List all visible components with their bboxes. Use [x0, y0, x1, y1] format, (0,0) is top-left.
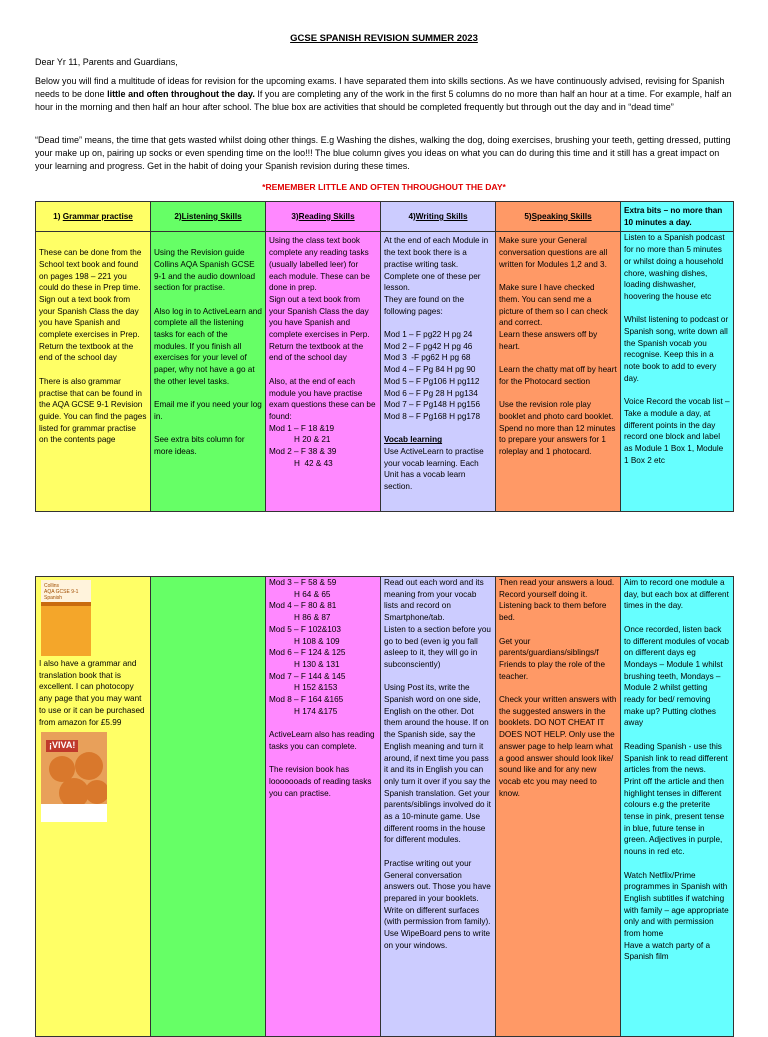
cell-line: Make sure I have checked them. You can send me a picture of them so I can check and correct. [499, 283, 611, 328]
cell-line [269, 753, 377, 765]
cell-line: Using the class text book complete any reading tasks (usually labelled leer) for each module. These can be done in prep. [269, 236, 373, 293]
cell-line: H 174 &175 [269, 706, 338, 716]
cell-line: Sign out a text book from your Spanish Class the day you have Spanish and complete exercises in Perp. Return the textbook at the end of the school day [269, 294, 372, 363]
cell-line: Read out each word and its meaning from your vocab lists and record on Smartphone/tab. [384, 578, 486, 623]
cell-writing [381, 232, 496, 512]
header-speaking: 5)Speaking Skills [496, 202, 621, 232]
cell-line: H 86 & 87 [269, 613, 331, 623]
cell-line [624, 729, 730, 741]
cell-line: H 130 & 131 [269, 659, 340, 669]
cell-listening-2 [151, 577, 266, 1037]
cell-line: Using Post its, write the Spanish word on one side, English on the other. Dot them around the house. If on the Spanish side, say the English meaning and turn it around, if next time you pass it and its in English you can only turn it over if you say the Spanish translation. Get your parents/siblings involved do it as a 10-minute game. Use different rooms in the house for different modules. [384, 683, 494, 845]
cell-line: Once recorded, listen back to different modules of vocab on different days eg Mondays – Module 1 whilst brushing teeth, Mondays – Module 2 whilst getting ready for bed/ removing make up? Putting clothes away [624, 624, 732, 728]
revision-table-top [35, 201, 734, 512]
cell-line: These can be done from the School text book and found on pages 198 – 221 you could do these in Prep time. Sign out a text book from your Spanish Class the day you have Spanish and complete exercises in Prep. Return the textbook at the end of the school day [39, 248, 144, 363]
cell-line: Mod 4 – F 80 & 81 [269, 601, 337, 611]
cell-line [499, 271, 617, 283]
cell-line: Mod 4 – F Pg 84 H pg 90 [384, 365, 476, 375]
cell-line: ActiveLearn also has reading tasks you can complete. [269, 730, 377, 751]
cell-line: Make sure your General conversation questions are all written for Modules 1,2 and 3. [499, 236, 610, 269]
cell-line [499, 388, 617, 400]
intro-paragraph [35, 75, 735, 114]
cell-line: Also log in to ActiveLearn and complete all the listening tasks for each of the modules. If you finish all exercises for your level of paper, why not have a go at the other level tasks. [154, 306, 265, 386]
cell-reading-2 [266, 577, 381, 1037]
cell-line: Learn the chatty mat off by heart for the Photocard section [499, 365, 620, 386]
cell-line: Get your parents/guardians/siblings/f [499, 636, 599, 658]
cell-line: See extra bits column for more ideas. [154, 435, 247, 456]
cell-line: Mod 5 – F Pg106 H pg112 [384, 376, 480, 386]
cell-line [384, 671, 492, 683]
cell-line [39, 235, 147, 247]
cell-line: Then read your answers a loud. Record yourself doing it. Listening back to them before bed. [499, 578, 617, 623]
vocab-learning-text: Use ActiveLearn to practise your vocab learning. Each Unit has a vocab learn section. [384, 447, 486, 492]
cell-line: Using the Revision guide Collins AQA Spanish GCSE 9-1 and the audio download section for practise. [154, 248, 258, 293]
cell-line [154, 388, 262, 400]
cell-line: Voice Record the vocab list – Take a module a day, at different points in the day record one block and label as Module 1 Box 1, Module 1 Box 2 etc [624, 397, 732, 465]
cell-line: Mod 5 – F 102&103 [269, 624, 341, 634]
cell-line: At the end of each Module in the text book there is a practise writing task. Complete one of these per lesson. [384, 236, 491, 293]
cell-line: Mod 2 – F 38 & 39 [269, 447, 337, 457]
cell-line: Email me if you need your log in. [154, 400, 265, 421]
cell-speaking-2 [496, 577, 621, 1037]
cell-line: Learn these answers off by heart. [499, 330, 600, 351]
cell-line: Mod 8 – F 164 &165 [269, 695, 344, 705]
cell-grammar-2 [36, 577, 151, 1037]
cell-line: H 152 &153 [269, 683, 338, 693]
cell-line: Mod 6 – F 124 & 125 [269, 648, 346, 658]
cell-line: Also, at the end of each module you have practise exam questions these can be found: [269, 376, 378, 421]
cell-line: Listen to a Spanish podcast for no more than 5 minutes or whilst doing a household chore, washing dishes, loading dishwasher, hoovering the house etc [624, 233, 727, 301]
cell-line: Practise writing out your General conversation answers out. Those you have prepared in your booklets. Write on different surfaces (with permission from family). Use WipeBoard pens to write on your windows. [384, 858, 494, 950]
header-listening: 2)Listening Skills [151, 202, 266, 232]
cell-line: They are found on the following pages: [384, 294, 467, 316]
cell-line [39, 364, 147, 376]
cell-line: Mod 3 – F 58 & 59 [269, 578, 337, 587]
cell-line: Mod 7 – F 144 & 145 [269, 671, 346, 681]
cell-line: H 20 & 21 [269, 435, 331, 445]
cell-line: Print off the article and then highlight tenses in different colours e.g the preterite tense in pink, present tense in blue, future tense in green. Adjectives in purple, nouns in red etc. [624, 776, 727, 857]
cell-speaking [496, 232, 621, 512]
cell-line [499, 352, 617, 364]
revision-guide-cover: Collins AQA GCSE 9-1 Spanish [41, 580, 91, 656]
cell-line [269, 717, 377, 729]
cell-line [154, 294, 262, 306]
vocab-learning-heading: Vocab learning [384, 435, 443, 445]
cell-line: Listen to a section before you go to bed (even ig you fall asleep to it, they will go in subconsciently) [384, 624, 494, 669]
intro-bold: little and often throughout the day. [107, 89, 255, 99]
cell-reading [266, 232, 381, 512]
cell-line: Check your written answers with the suggested answers in the booklets. DO NOT CHEAT IT DOES NOT HELP. Only use the answer page to help learn what a good answer should look like/ sound like and for any new vocab etc you may need to know. [499, 695, 619, 798]
cell-grammar [36, 232, 151, 512]
cell-line: Mod 3 -F pg62 H pg 68 [384, 353, 471, 363]
cell-line [624, 385, 730, 397]
cell-line [624, 858, 730, 870]
cell-line: Whilst listening to podcast or Spanish song, write down all the Spanish vocab you recognise. Keep this in a note book to add to every day. [624, 315, 731, 383]
header-grammar: 1) Grammar practise [36, 202, 151, 232]
reminder-banner: *REMEMBER LITTLE AND OFTEN THROUGHOUT THE DAY* [262, 182, 506, 192]
cell-line: Friends to play the role of the teacher. [499, 659, 608, 681]
grammar-workbook-cover: ¡VIVA! [41, 732, 107, 822]
cell-line: I also have a grammar and translation book that is excellent. I can photocopy any page that you may want to use or it can be purchased from amazon for £5.99 [39, 659, 147, 727]
header-reading: 3)Reading Skills [266, 202, 381, 232]
cell-line [499, 624, 617, 636]
cell-line [154, 235, 262, 247]
cell-line: The revision book has looooooads of reading tasks you can practise. [269, 765, 374, 798]
cell-listening [151, 232, 266, 512]
cell-line [624, 612, 730, 624]
cell-extra-bits [621, 232, 734, 512]
cell-line [154, 423, 262, 435]
cell-line: H 108 & 109 [269, 636, 340, 646]
intro-text-before: Below you will find a multitude of ideas for revision for the upcoming exams. I have separated them into skills sections. As we have continuously advised, revising for Spanish needs to be done [35, 76, 725, 99]
page-title: GCSE SPANISH REVISION SUMMER 2023 [290, 33, 478, 44]
cell-line [384, 846, 492, 858]
intro-text-after: If you are completing any of the work in the first 5 columns do no more than half an hour at a time. For example, half an hour in the morning and then half an hour after school. The blue box are activities that should be completed frequently but through out the day and in “dead time” [35, 89, 732, 112]
cell-line [384, 423, 492, 435]
cell-line: H 42 & 43 [269, 458, 333, 468]
cell-line: Mod 2 – F pg42 H pg 46 [384, 341, 473, 351]
cell-line: There is also grammar practise that can be found in the AQA GCSE 9-1 Revision guide. You can find the pages listed for grammar practise on the contents page [39, 376, 149, 445]
revision-table-bottom [35, 576, 734, 1037]
cell-line [384, 317, 492, 329]
cell-line [499, 682, 617, 694]
greeting: Dear Yr 11, Parents and Guardians, [35, 57, 178, 67]
cell-line: Mod 6 – F Pg 28 H pg134 [384, 388, 478, 398]
cell-line [269, 364, 377, 376]
cell-line: Use the revision role play booklet and photo card booklet. Spend no more than 12 minutes to prepare your answers for 1 roleplay and 1 photocard. [499, 400, 618, 457]
cell-line [624, 303, 730, 315]
cell-extra-bits-2 [621, 577, 734, 1037]
dead-time-paragraph: “Dead time” means, the time that gets wasted whilst doing other things. E.g Washing the dishes, walking the dog, doing exercises, brushing your teeth, getting dressed, putting your make up on, pairing up socks or even spending time on the loo!!! The blue column gives you ideas on what you can do during this time and it still has a great impact on your learning and progress. Get in the habit of doing your Spanish revision during these times. [35, 135, 731, 171]
cell-line: Reading Spanish - use this Spanish link to read different articles from the news. [624, 741, 730, 775]
header-extra-bits: Extra bits – no more than 10 minutes a day. [621, 202, 734, 232]
cell-line: Have a watch party of a Spanish film [624, 940, 713, 962]
header-writing: 4)Writing Skills [381, 202, 496, 232]
cell-writing-2 [381, 577, 496, 1037]
cell-line: Mod 8 – F Pg168 H pg178 [384, 411, 481, 421]
cell-line: Mod 1 – F pg22 H pg 24 [384, 330, 473, 340]
cell-line: Watch Netflix/Prime programmes in Spanish with English subtitles if watching with family – age appropriate only and with permission from home [624, 870, 731, 939]
cell-line: Mod 7 – F Pg148 H pg156 [384, 400, 481, 410]
cell-line: H 64 & 65 [269, 589, 331, 599]
cell-line: Mod 1 – F 18 &19 [269, 423, 335, 433]
cell-line: Aim to record one module a day, but each box at different times in the day. [624, 578, 732, 611]
